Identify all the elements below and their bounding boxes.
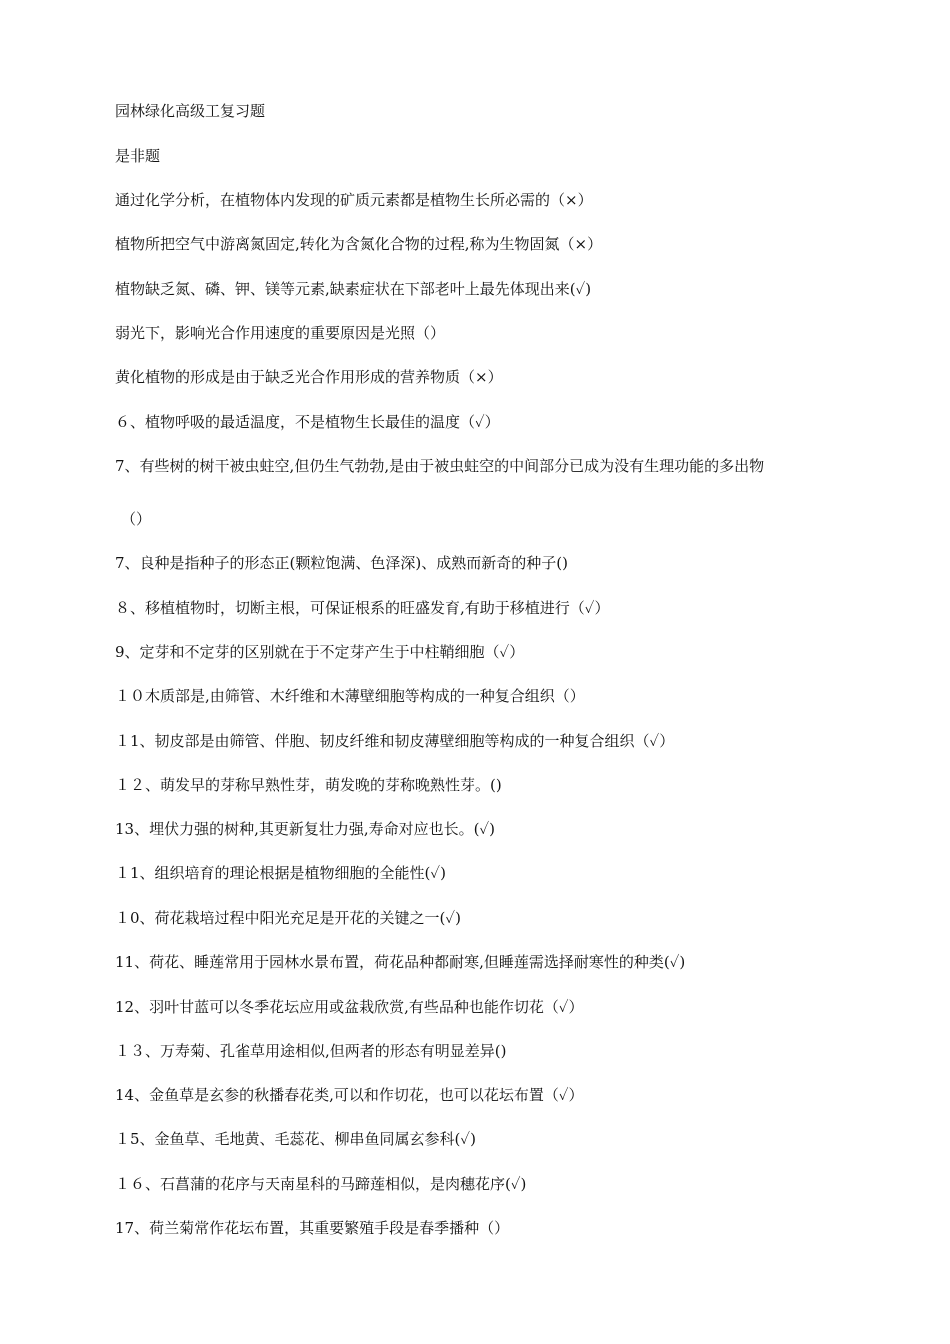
question-item: ８、移植植物时，切断主根，可保证根系的旺盛发育,有助于移植进行（✓）	[115, 599, 610, 617]
question-item: １０木质部是,由筛管、木纤维和木薄壁细胞等构成的一种复合组织（）	[115, 687, 585, 705]
question-item: １1、组织培育的理论根据是植物细胞的全能性(✓)	[115, 864, 446, 882]
question-item: ６、植物呼吸的最适温度，不是植物生长最佳的温度（✓）	[115, 413, 500, 431]
question-item: 13、埋伏力强的树种,其更新复壮力强,寿命对应也长。(✓)	[115, 820, 496, 838]
question-item: 12、羽叶甘蓝可以冬季花坛应用或盆栽欣赏,有些品种也能作切花（✓）	[115, 998, 584, 1016]
question-item: 11、荷花、睡莲常用于园林水景布置，荷花品种都耐寒,但睡莲需选择耐寒性的种类(✓)	[115, 953, 686, 971]
question-item: 黄化植物的形成是由于缺乏光合作用形成的营养物质（×）	[115, 368, 503, 386]
question-item: 植物所把空气中游离氮固定,转化为含氮化合物的过程,称为生物固氮（×）	[115, 235, 603, 253]
document-title: 园林绿化高级工复习题	[115, 102, 266, 120]
question-item: 14、金鱼草是玄参的秋播春花类,可以和作切花，也可以花坛布置（✓）	[115, 1086, 584, 1104]
question-item: 9、定芽和不定芽的区别就在于不定芽产生于中柱鞘细胞（✓）	[115, 643, 525, 661]
question-item: １0、荷花栽培过程中阳光充足是开花的关键之一(✓)	[115, 909, 461, 927]
question-item: 植物缺乏氮、磷、钾、镁等元素,缺素症状在下部老叶上最先体现出来(✓)	[115, 280, 592, 298]
question-item: １６、石菖蒲的花序与天南星科的马蹄莲相似，是肉穗花序(✓)	[115, 1175, 527, 1193]
question-item: １３、万寿菊、孔雀草用途相似,但两者的形态有明显差异()	[115, 1042, 507, 1060]
question-item: １5、金鱼草、毛地黄、毛蕊花、柳串鱼同属玄参科(✓)	[115, 1130, 476, 1148]
question-item: 弱光下，影响光合作用速度的重要原因是光照（）	[115, 324, 446, 342]
question-item: （）	[121, 510, 152, 528]
question-item: 17、荷兰菊常作花坛布置，其重要繁殖手段是春季播种（）	[115, 1219, 510, 1237]
question-item: 7、良种是指种子的形态正(颗粒饱满、色泽深)、成熟而新奇的种子()	[115, 554, 568, 572]
question-item: １1、韧皮部是由筛管、伴胞、韧皮纤维和韧皮薄壁细胞等构成的一种复合组织（✓）	[115, 732, 675, 750]
question-item: 7、有些树的树干被虫蛀空,但仍生气勃勃,是由于被虫蛀空的中间部分已成为没有生理功能的多出物	[115, 457, 765, 475]
section-heading: 是非题	[115, 147, 161, 165]
question-item: １２、萌发早的芽称早熟性芽，萌发晚的芽称晚熟性芽。()	[115, 776, 502, 794]
question-item: 通过化学分析，在植物体内发现的矿质元素都是植物生长所必需的（×）	[115, 191, 593, 209]
